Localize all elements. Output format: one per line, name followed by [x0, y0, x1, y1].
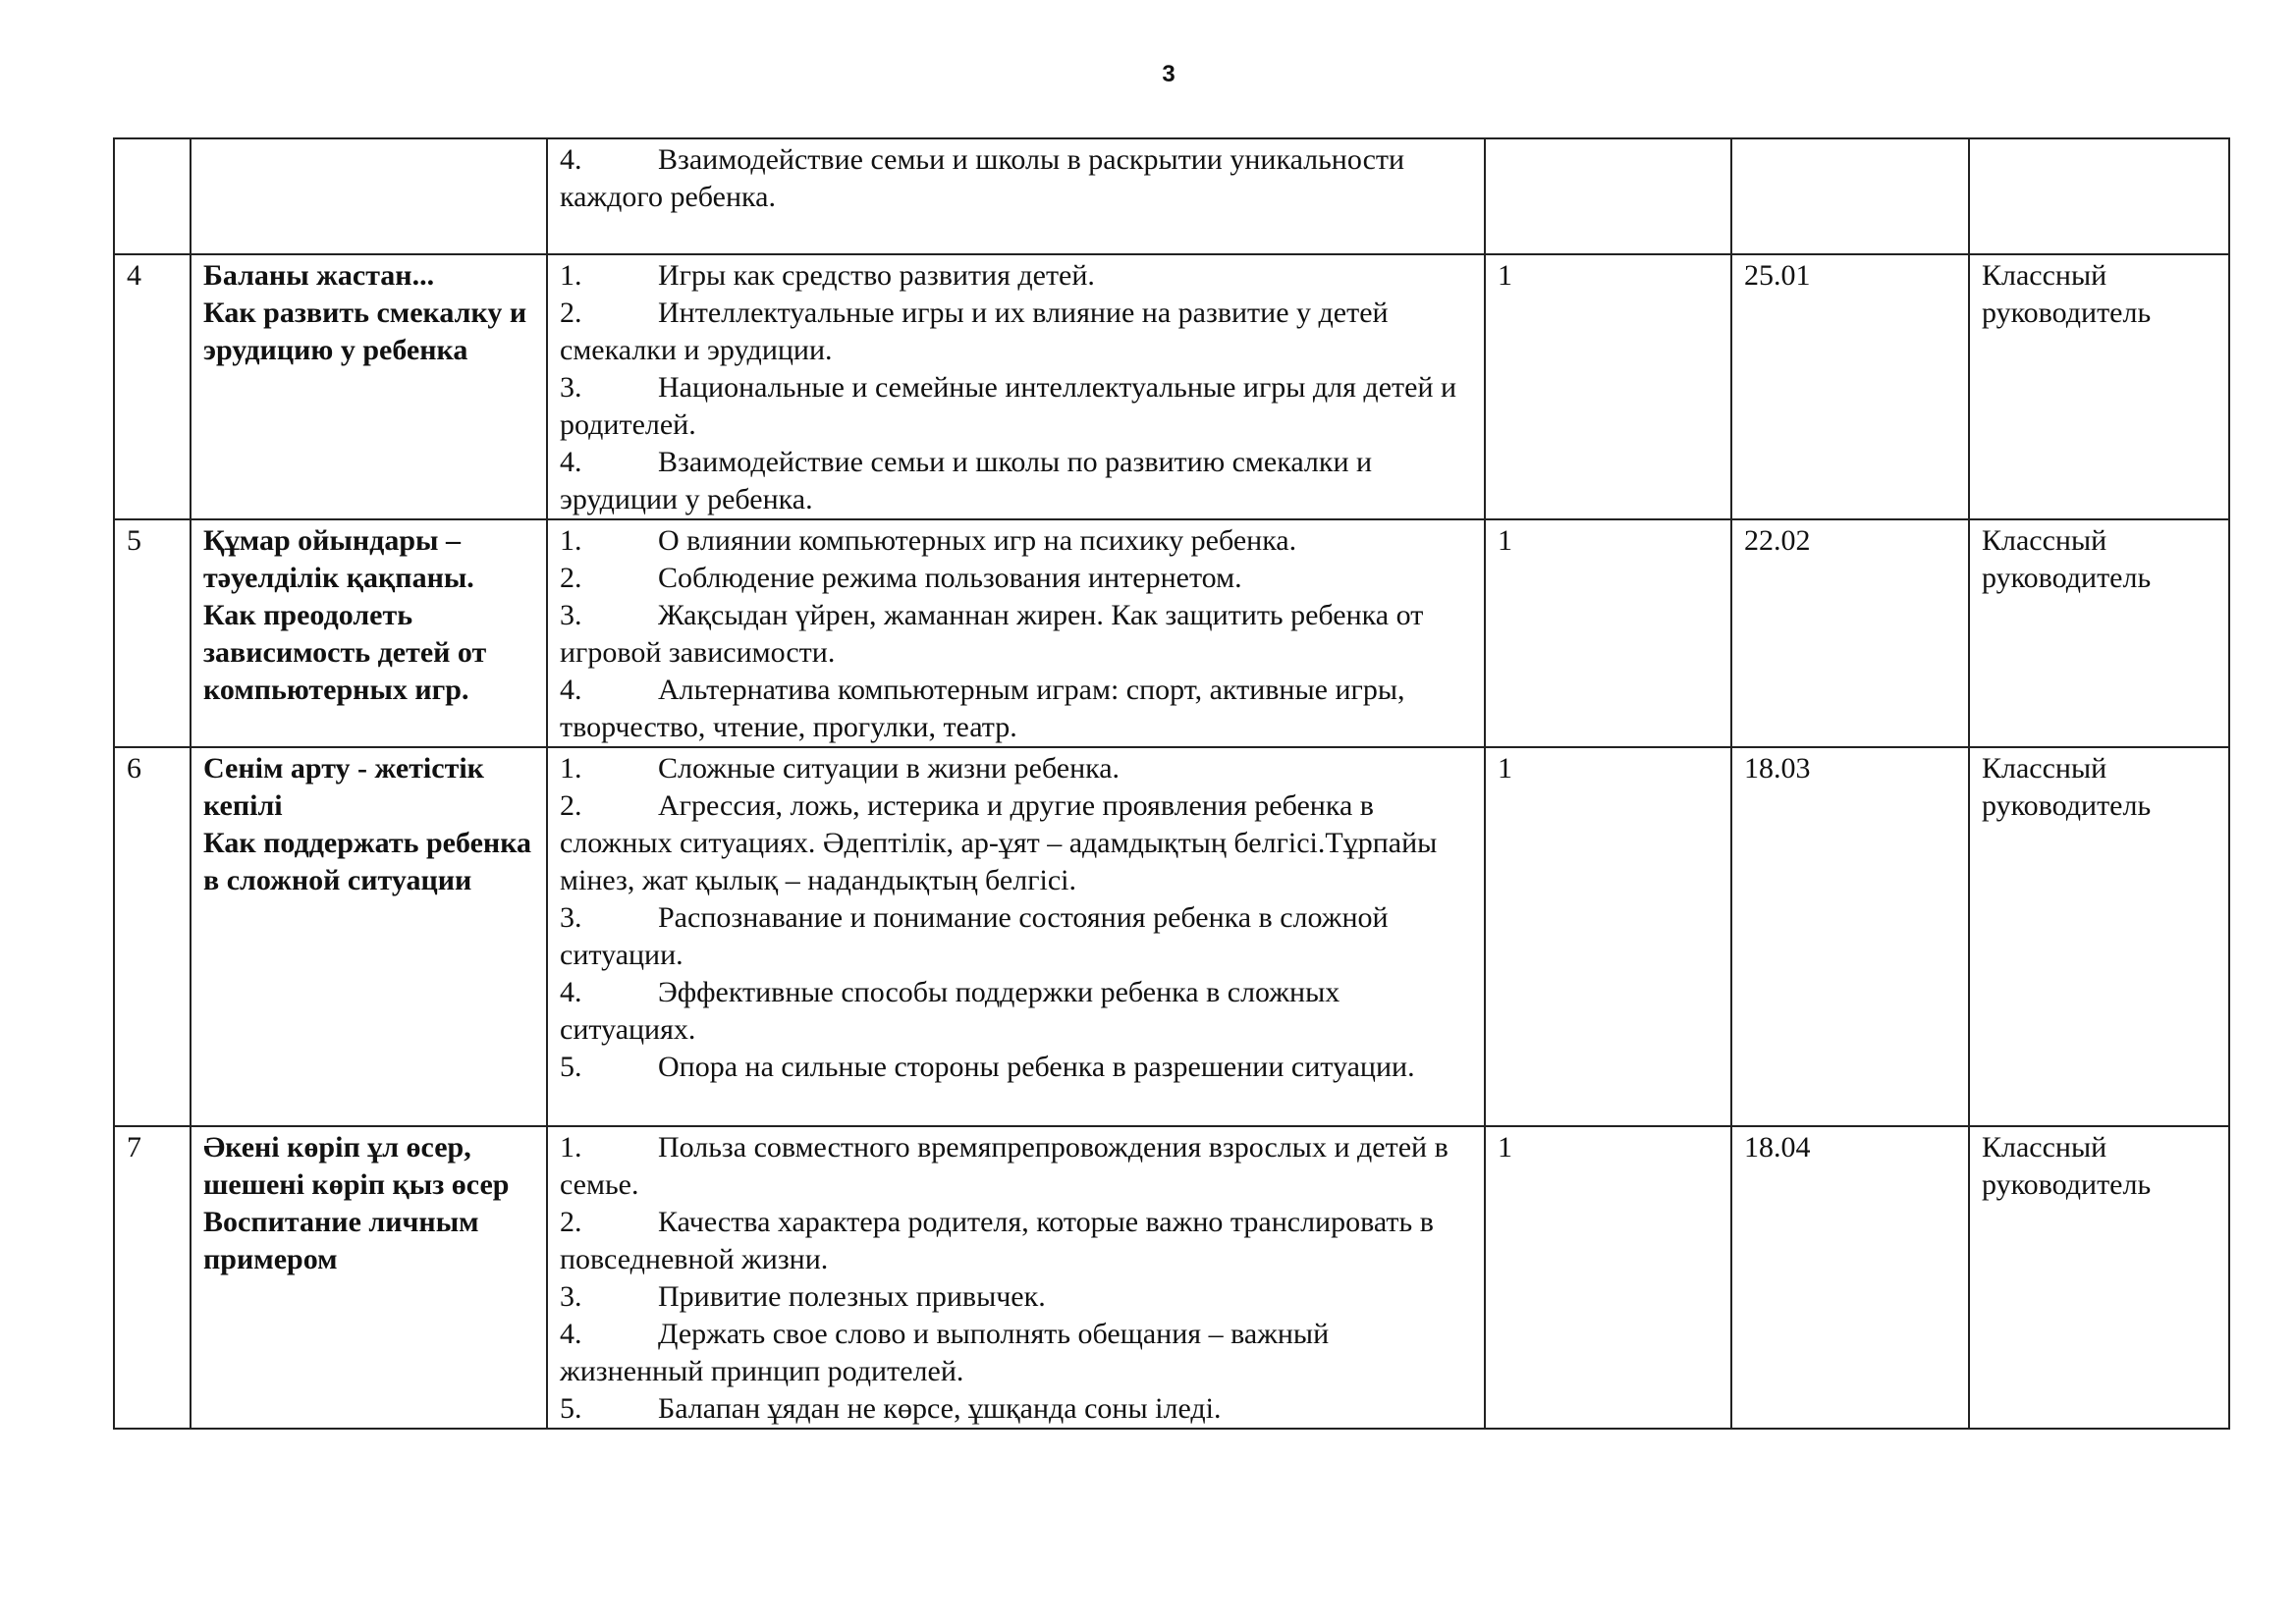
list-item: [560, 1278, 1472, 1316]
list-item: [560, 444, 1472, 518]
meeting-date: 18.04: [1731, 1126, 1969, 1429]
meeting-topic: [191, 254, 547, 519]
item-text: Польза совместного времяпрепровождения взрослых и детей в семье.: [560, 1131, 1449, 1201]
discussion-items: [547, 138, 1485, 254]
responsible-person: [1969, 138, 2229, 254]
item-text: Взаимодействие семьи и школы в раскрытии уникальности каждого ребенка.: [560, 143, 1405, 213]
item-text: Привитие полезных привычек.: [658, 1280, 1046, 1313]
item-number: 2.: [560, 297, 582, 329]
row-number: [114, 138, 191, 254]
item-text: Балапан ұядан не көрсе, ұшқанда соны іледі.: [658, 1392, 1222, 1425]
item-number: 2.: [560, 1206, 582, 1238]
hours-count: [1485, 138, 1731, 254]
item-text: Соблюдение режима пользования интернетом.: [658, 562, 1242, 594]
item-text: Распознавание и понимание состояния ребенка в сложной ситуации.: [560, 901, 1389, 971]
topic-line: Әкені көріп ұл өсер, шешені көріп қыз өсер: [203, 1131, 510, 1201]
item-number: 1.: [560, 1131, 582, 1164]
table-row: [114, 254, 2229, 519]
item-text: Эффективные способы поддержки ребенка в сложных ситуациях.: [560, 976, 1340, 1046]
list-item: [560, 750, 1472, 787]
topic-line: Как развить смекалку и эрудицию у ребенка: [203, 297, 527, 366]
row-number: 6: [114, 747, 191, 1126]
item-text: Качества характера родителя, которые важно транслировать в повседневной жизни.: [560, 1206, 1434, 1275]
item-number: 1.: [560, 259, 582, 292]
item-number: 3.: [560, 1280, 582, 1313]
responsible-person: Классный руководитель: [1969, 747, 2229, 1126]
hours-count: 1: [1485, 254, 1731, 519]
table-row: [114, 747, 2229, 1126]
topic-line: Баланы жастан...: [203, 259, 435, 292]
list-item: [560, 1049, 1472, 1086]
meeting-topic: [191, 1126, 547, 1429]
topic-line: Как преодолеть зависимость детей от компьютерных игр.: [203, 599, 487, 706]
item-number: 4.: [560, 446, 582, 478]
row-number: 7: [114, 1126, 191, 1429]
discussion-items: [547, 254, 1485, 519]
list-item: [560, 141, 1472, 216]
list-item: [560, 1390, 1472, 1428]
list-item: [560, 597, 1472, 672]
responsible-person: Классный руководитель: [1969, 519, 2229, 747]
item-text: Национальные и семейные интеллектуальные игры для детей и родителей.: [560, 371, 1457, 441]
table-row: [114, 1126, 2229, 1429]
list-item: [560, 369, 1472, 444]
meeting-topic: [191, 519, 547, 747]
meeting-date: [1731, 138, 1969, 254]
item-text: О влиянии компьютерных игр на психику ребенка.: [658, 524, 1297, 557]
item-number: 5.: [560, 1392, 582, 1425]
item-text: Игры как средство развития детей.: [658, 259, 1095, 292]
item-number: 4.: [560, 143, 582, 176]
topic-line: Сенім арту - жетістік кепілі: [203, 752, 484, 822]
topic-line: Воспитание личным примером: [203, 1206, 479, 1275]
item-number: 2.: [560, 789, 582, 822]
item-number: 3.: [560, 599, 582, 631]
list-item: [560, 257, 1472, 295]
list-item: [560, 1129, 1472, 1204]
item-text: Агрессия, ложь, истерика и другие проявления ребенка в сложных ситуациях. Әдептілік, ар-ұят – адамдықтың белгісі.Тұрпайы мінез, жат қылық – надандықтың белгісі.: [560, 789, 1438, 896]
list-item: [560, 1316, 1472, 1390]
item-text: Жақсыдан үйрен, жаманнан жирен. Как защитить ребенка от игровой зависимости.: [560, 599, 1424, 669]
item-number: 3.: [560, 901, 582, 934]
row-number: 5: [114, 519, 191, 747]
list-item: [560, 899, 1472, 974]
meeting-date: 25.01: [1731, 254, 1969, 519]
list-item: [560, 522, 1472, 560]
page-number: 3: [1162, 61, 1175, 87]
meeting-topic: [191, 138, 547, 254]
item-number: 4.: [560, 674, 582, 706]
hours-count: 1: [1485, 1126, 1731, 1429]
list-item: [560, 295, 1472, 369]
item-number: 5.: [560, 1051, 582, 1083]
hours-count: 1: [1485, 747, 1731, 1126]
item-number: 1.: [560, 752, 582, 785]
item-text: Альтернатива компьютерным играм: спорт, активные игры, творчество, чтение, прогулки, театр.: [560, 674, 1405, 743]
item-number: 4.: [560, 1318, 582, 1350]
table-body: [114, 138, 2229, 1429]
item-text: Держать свое слово и выполнять обещания – важный жизненный принцип родителей.: [560, 1318, 1330, 1387]
meeting-topic: [191, 747, 547, 1126]
responsible-person: Классный руководитель: [1969, 1126, 2229, 1429]
list-item: [560, 787, 1472, 899]
discussion-items: [547, 747, 1485, 1126]
discussion-items: [547, 519, 1485, 747]
discussion-items: [547, 1126, 1485, 1429]
meeting-date: 18.03: [1731, 747, 1969, 1126]
topic-line: Как поддержать ребенка в сложной ситуации: [203, 827, 532, 896]
responsible-person: Классный руководитель: [1969, 254, 2229, 519]
item-number: 1.: [560, 524, 582, 557]
parent-meeting-plan-table: [113, 137, 2230, 1430]
row-number: 4: [114, 254, 191, 519]
table-row: [114, 519, 2229, 747]
meeting-date: 22.02: [1731, 519, 1969, 747]
table-row: [114, 138, 2229, 254]
list-item: [560, 974, 1472, 1049]
item-text: Интеллектуальные игры и их влияние на развитие у детей смекалки и эрудиции.: [560, 297, 1389, 366]
hours-count: 1: [1485, 519, 1731, 747]
list-item: [560, 672, 1472, 746]
topic-line: Құмар ойындары – тәуелділік қақпаны.: [203, 524, 474, 594]
item-text: Взаимодействие семьи и школы по развитию смекалки и эрудиции у ребенка.: [560, 446, 1373, 515]
item-number: 2.: [560, 562, 582, 594]
item-text: Сложные ситуации в жизни ребенка.: [658, 752, 1121, 785]
item-text: Опора на сильные стороны ребенка в разрешении ситуации.: [658, 1051, 1415, 1083]
item-number: 3.: [560, 371, 582, 404]
item-number: 4.: [560, 976, 582, 1008]
list-item: [560, 1204, 1472, 1278]
list-item: [560, 560, 1472, 597]
